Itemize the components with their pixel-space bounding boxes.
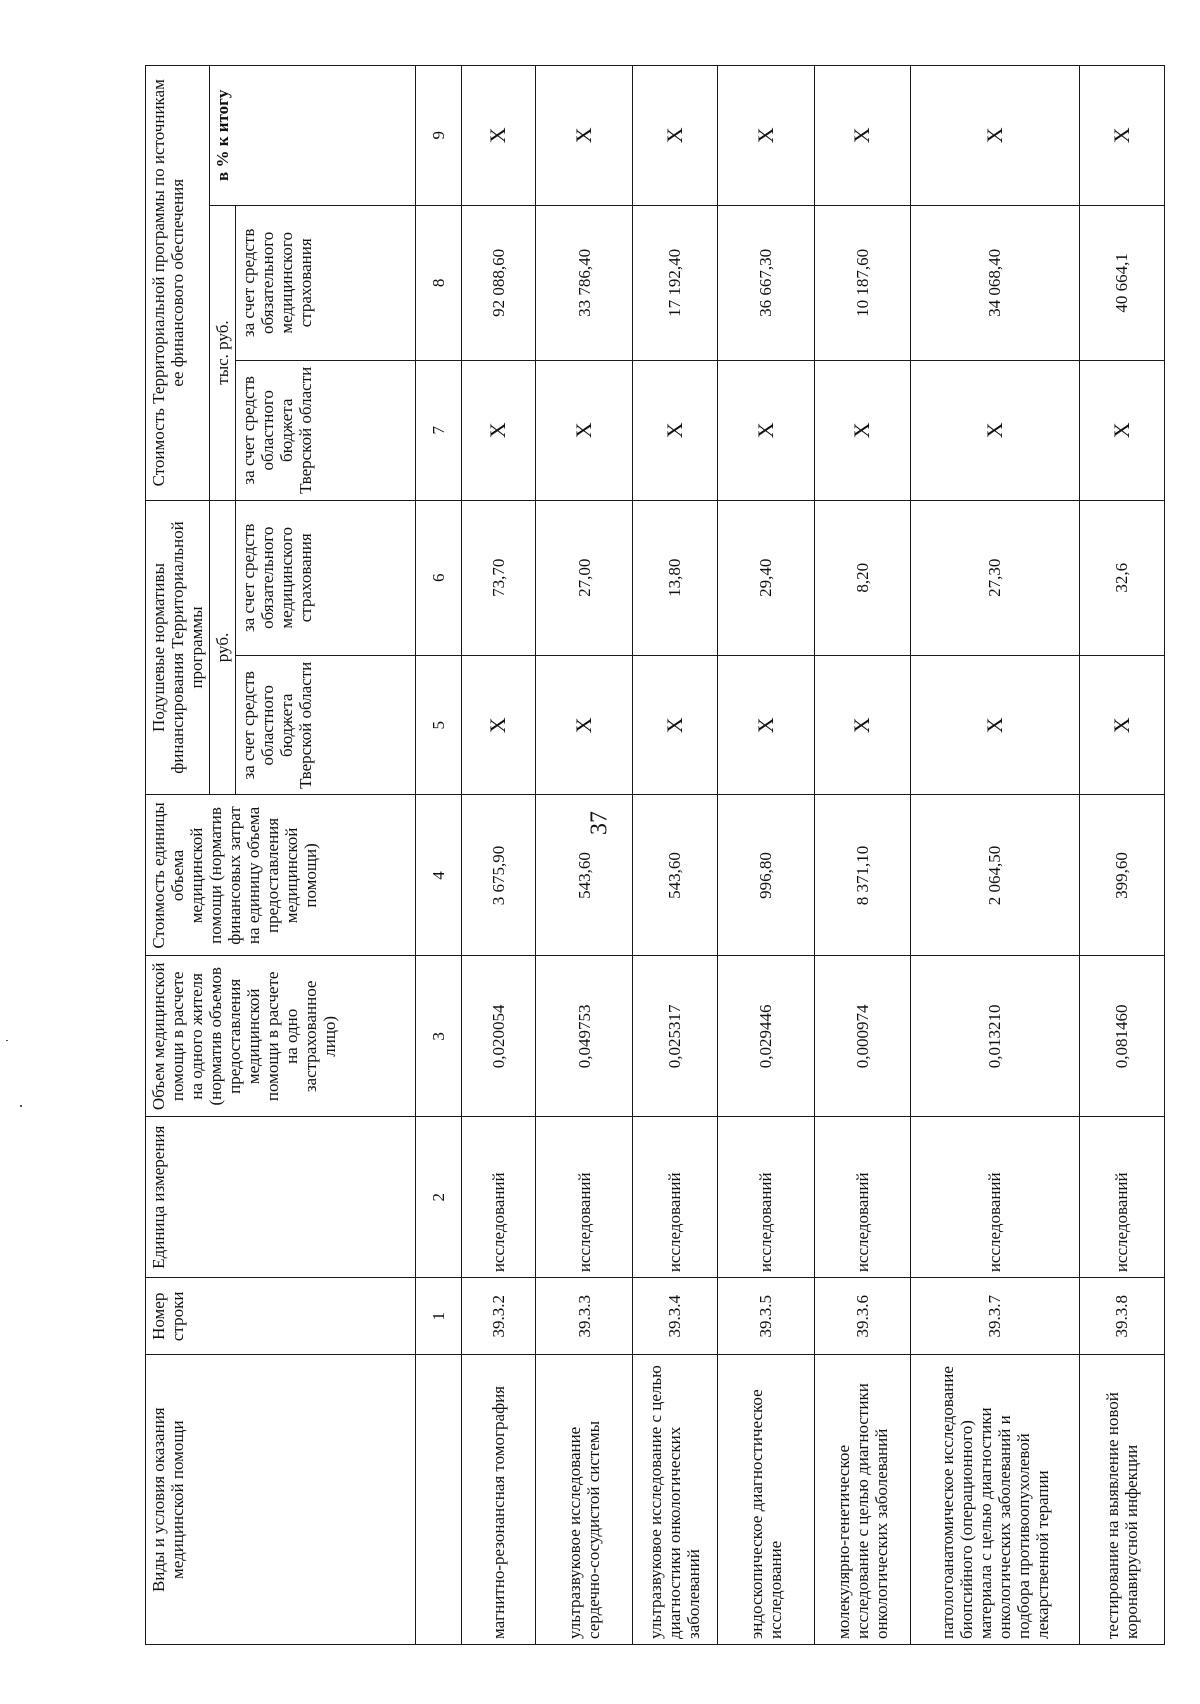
cell-cost-budget: Х	[536, 361, 633, 500]
cell-norm-budget: Х	[1079, 656, 1164, 795]
cell-cost-oms: 36 667,30	[718, 205, 815, 361]
cell-volume: 0,029446	[718, 956, 815, 1117]
cell-unit: исследований	[462, 1117, 536, 1278]
cell-cost-oms: 10 187,60	[814, 205, 911, 361]
cell-percent: Х	[1079, 66, 1164, 206]
cell-cost-oms: 40 664,1	[1079, 205, 1164, 361]
cell-line-number: 39.3.3	[536, 1278, 633, 1355]
table-row	[632, 66, 717, 1645]
header-cost-budget: за счет средств областного бюджета Тверской области	[236, 361, 416, 500]
cell-volume: 0,000974	[814, 956, 911, 1117]
cell-line-number: 39.3.5	[718, 1278, 815, 1355]
funding-table	[145, 65, 1165, 1645]
cell-cost-oms: 17 192,40	[632, 205, 717, 361]
cell-unit-cost: 543,60	[632, 795, 717, 956]
cell-kind: магнитно-резонансная томография	[462, 1355, 536, 1645]
header-norm-budget: за счет средств областного бюджета Тверской области	[236, 656, 416, 795]
table-row	[462, 66, 536, 1645]
column-index: 8	[416, 205, 462, 361]
header-unit: Единица измерения	[146, 1117, 416, 1278]
table-row	[814, 66, 911, 1645]
table-body	[416, 66, 1165, 1645]
table-row	[718, 66, 815, 1645]
cell-unit-cost: 3 675,90	[462, 795, 536, 956]
cell-norm-oms: 27,30	[911, 500, 1079, 656]
header-per-capita-norms: Подушевые нормативы финансирования Территориальной программы	[146, 500, 210, 795]
header-unit-cost: Стоимость единицы объема медицинской помощи (норматив финансовых затрат на единицу объема предоставления медицинской помощи)	[146, 795, 416, 956]
header-percent: в % к итогу	[210, 66, 416, 206]
rotated-table-container	[145, 65, 1165, 1645]
cell-norm-budget: Х	[718, 656, 815, 795]
cell-percent: Х	[911, 66, 1079, 206]
column-index: 4	[416, 795, 462, 956]
column-index	[416, 1355, 462, 1645]
column-index: 9	[416, 66, 462, 206]
cell-percent: Х	[536, 66, 633, 206]
column-index-row	[416, 66, 462, 1645]
cell-percent: Х	[632, 66, 717, 206]
cell-kind: патологоанатомическое исследование биопсийного (операционного) материала с целью диагностики онкологических заболеваний и подбора противоопухолевой лекарственной терапии	[911, 1355, 1079, 1645]
cell-unit: исследований	[718, 1117, 815, 1278]
page-number: 37	[586, 811, 613, 835]
cell-unit-cost: 996,80	[718, 795, 815, 956]
cell-norm-budget: Х	[814, 656, 911, 795]
cell-norm-budget: Х	[911, 656, 1079, 795]
header-line-number: Номер строки	[146, 1278, 416, 1355]
cell-unit: исследований	[814, 1117, 911, 1278]
scan-mark	[6, 1040, 8, 1041]
cell-cost-oms: 92 088,60	[462, 205, 536, 361]
cell-norm-oms: 32,6	[1079, 500, 1164, 656]
cell-line-number: 39.3.8	[1079, 1278, 1164, 1355]
cell-unit: исследований	[536, 1117, 633, 1278]
cell-line-number: 39.3.2	[462, 1278, 536, 1355]
table-header	[146, 66, 416, 1645]
header-thous-rub: тыс. руб.	[210, 205, 236, 500]
column-index: 7	[416, 361, 462, 500]
cell-norm-budget: Х	[536, 656, 633, 795]
header-rub: руб.	[210, 500, 236, 795]
header-norm-oms: за счет средств обязательного медицинского страхования	[236, 500, 416, 656]
cell-cost-budget: Х	[911, 361, 1079, 500]
cell-norm-oms: 27,00	[536, 500, 633, 656]
cell-kind: молекулярно-генетическое исследование с целью диагностики онкологических заболеваний	[814, 1355, 911, 1645]
cell-cost-budget: Х	[814, 361, 911, 500]
cell-kind: тестирование на выявление новой коронавирусной инфекции	[1079, 1355, 1164, 1645]
column-index: 2	[416, 1117, 462, 1278]
cell-percent: Х	[718, 66, 815, 206]
column-index: 1	[416, 1278, 462, 1355]
header-program-cost: Стоимость Территориальной программы по источникам ее финансового обеспечения	[146, 66, 210, 501]
cell-percent: Х	[462, 66, 536, 206]
column-index: 3	[416, 956, 462, 1117]
cell-line-number: 39.3.7	[911, 1278, 1079, 1355]
cell-kind: ультразвуковое исследование сердечно-сосудистой системы	[536, 1355, 633, 1645]
cell-volume: 0,013210	[911, 956, 1079, 1117]
column-index: 5	[416, 656, 462, 795]
cell-cost-oms: 34 068,40	[911, 205, 1079, 361]
cell-norm-budget: Х	[462, 656, 536, 795]
cell-line-number: 39.3.6	[814, 1278, 911, 1355]
cell-cost-budget: Х	[1079, 361, 1164, 500]
cell-unit-cost: 399,60	[1079, 795, 1164, 956]
cell-line-number: 39.3.4	[632, 1278, 717, 1355]
cell-cost-budget: Х	[718, 361, 815, 500]
cell-kind: эндоскопическое диагностическое исследование	[718, 1355, 815, 1645]
cell-volume: 0,081460	[1079, 956, 1164, 1117]
table-row	[1079, 66, 1164, 1645]
scan-mark	[20, 1105, 22, 1107]
column-index: 6	[416, 500, 462, 656]
cell-kind: ультразвуковое исследование с целью диагностики онкологических заболеваний	[632, 1355, 717, 1645]
cell-percent: Х	[814, 66, 911, 206]
cell-norm-budget: Х	[632, 656, 717, 795]
header-volume: Объем медицинской помощи в расчете на одного жителя (норматив объемов предоставления медицинской помощи в расчете на одно застрахованное лицо)	[146, 956, 416, 1117]
cell-cost-budget: Х	[462, 361, 536, 500]
header-cost-oms: за счет средств обязательного медицинского страхования	[236, 205, 416, 361]
cell-volume: 0,025317	[632, 956, 717, 1117]
cell-norm-oms: 73,70	[462, 500, 536, 656]
cell-unit: исследований	[1079, 1117, 1164, 1278]
table-row	[911, 66, 1079, 1645]
header-kinds: Виды и условия оказания медицинской помощи	[146, 1355, 416, 1645]
cell-unit-cost: 2 064,50	[911, 795, 1079, 956]
cell-norm-oms: 13,80	[632, 500, 717, 656]
cell-cost-oms: 33 786,40	[536, 205, 633, 361]
cell-norm-oms: 8,20	[814, 500, 911, 656]
table-row	[536, 66, 633, 1645]
cell-unit-cost: 8 371,10	[814, 795, 911, 956]
cell-unit-cost: 543,60	[536, 795, 633, 956]
cell-volume: 0,049753	[536, 956, 633, 1117]
cell-unit: исследований	[911, 1117, 1079, 1278]
cell-unit: исследований	[632, 1117, 717, 1278]
cell-volume: 0,020054	[462, 956, 536, 1117]
cell-cost-budget: Х	[632, 361, 717, 500]
cell-norm-oms: 29,40	[718, 500, 815, 656]
